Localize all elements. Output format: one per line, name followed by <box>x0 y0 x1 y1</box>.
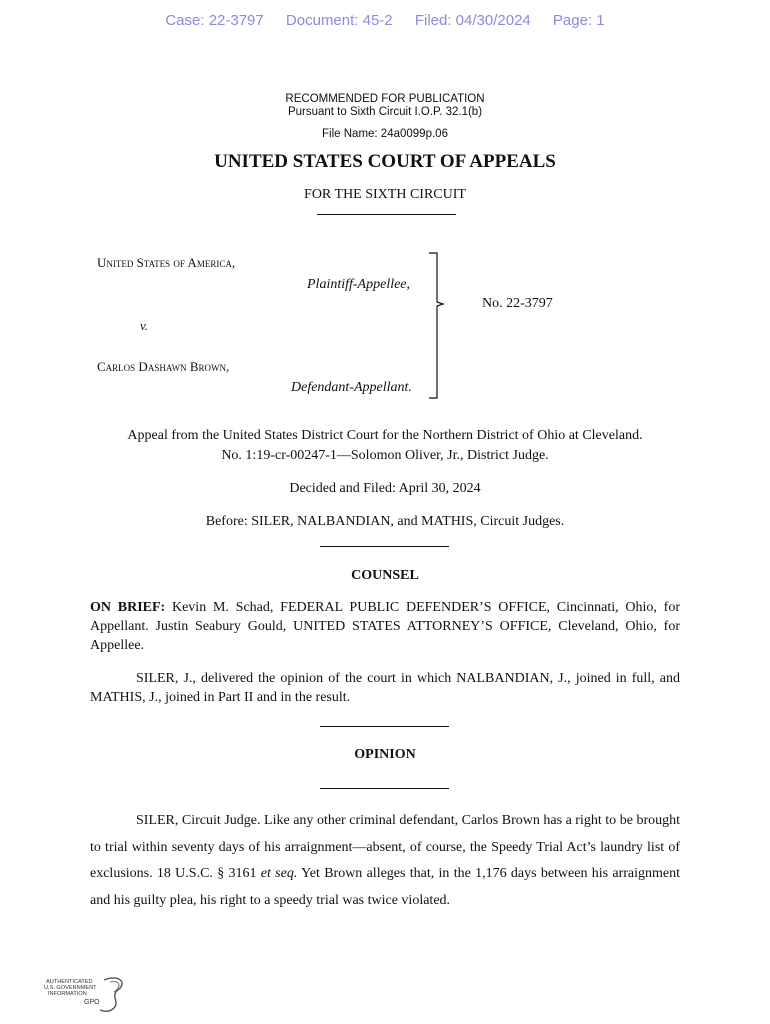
plaintiff-role: Plaintiff-Appellee, <box>307 277 411 292</box>
decided-date: Decided and Filed: April 30, 2024 <box>289 481 481 496</box>
opinion-body <box>90 808 680 914</box>
counsel-heading: COUNSEL <box>351 568 419 583</box>
gpo-mark: GPO <box>84 999 100 1006</box>
gpo-authentication-logo <box>44 974 134 1014</box>
appeal-line-1: Appeal from the United States District Court for the Northern District of Ohio at Cleveland. <box>127 428 643 443</box>
filed-date: Filed: 04/30/2024 <box>414 12 531 29</box>
appeal-line-2: No. 1:19-cr-00247-1—Solomon Oliver, Jr., District Judge. <box>221 448 549 463</box>
gpo-line-3: INFORMATION <box>48 991 87 997</box>
defendant-name: Carlos Dashawn Brown, <box>97 359 230 374</box>
et-seq: et seq. <box>260 866 298 881</box>
opinion-paragraph-1 <box>90 808 680 914</box>
gpo-line-1: AUTHENTICATED <box>46 979 93 985</box>
divider-2 <box>320 726 449 727</box>
counsel-paragraph <box>90 598 680 655</box>
header-divider <box>317 214 456 215</box>
court-name: UNITED STATES COURT OF APPEALS <box>214 151 556 172</box>
caption-brace <box>425 252 445 402</box>
defendant-role: Defendant-Appellant. <box>291 380 412 395</box>
panel-judges: Before: SILER, NALBANDIAN, and MATHIS, Circuit Judges. <box>205 514 565 529</box>
document-number: Document: 45-2 <box>285 12 393 29</box>
divider-1 <box>320 546 449 547</box>
case-number: Case: 22-3797 <box>165 12 264 29</box>
docket-number: No. 22-3797 <box>482 296 553 311</box>
publication-line-2: Pursuant to Sixth Circuit I.O.P. 32.1(b) <box>287 106 483 118</box>
opinion-heading: OPINION <box>354 747 416 762</box>
divider-3 <box>320 788 449 789</box>
publication-line-1: RECOMMENDED FOR PUBLICATION <box>285 93 485 105</box>
file-name: File Name: 24a0099p.06 <box>322 128 448 140</box>
delivered-paragraph <box>90 669 680 707</box>
appeal-from <box>0 426 770 466</box>
opinion-text-a: SILER, Circuit Judge. Like any other criminal defendant, Carlos Brown has a right to be brought to trial within seventy days of his arraignment—absent, of course, the Speedy Trial Act’s laundry list of exclusions. 18 U.S.C. § 3161 <box>90 813 680 881</box>
on-brief-label: ON BRIEF: <box>90 600 166 615</box>
gpo-line-2: U.S. GOVERNMENT <box>44 985 97 991</box>
circuit-name: FOR THE SIXTH CIRCUIT <box>304 187 466 202</box>
counsel-text: Kevin M. Schad, FEDERAL PUBLIC DEFENDER’S OFFICE, Cincinnati, Ohio, for Appellant. Justin Seabury Gould, UNITED STATES ATTORNEY’S OFFICE, Cleveland, Ohio, for Appellee. <box>90 600 680 653</box>
publication-notice <box>0 93 770 119</box>
opinion-text-b: Yet Brown alleges that, in the 1,176 days between his arraignment and his guilty plea, his right to a speedy trial was twice violated. <box>90 866 680 908</box>
gpo-logo-icon <box>44 974 134 1014</box>
case-header-stamp <box>0 12 770 29</box>
versus: v. <box>140 318 149 333</box>
plaintiff-name: United States of America, <box>97 255 236 270</box>
page-number: Page: 1 <box>552 12 605 29</box>
delivered-text: SILER, J., delivered the opinion of the court in which NALBANDIAN, J., joined in full, and MATHIS, J., joined in Part II and in the result. <box>90 671 680 705</box>
